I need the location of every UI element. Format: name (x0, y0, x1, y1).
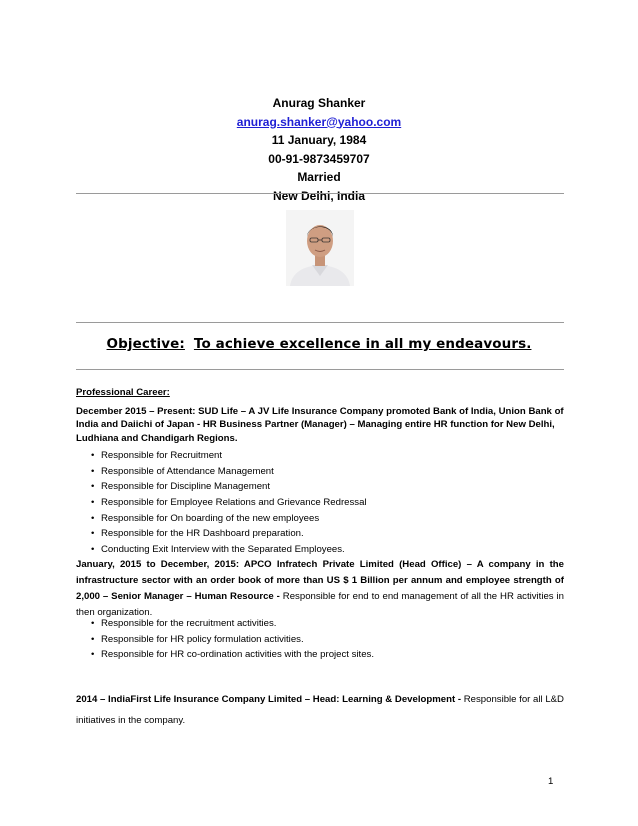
divider (76, 322, 564, 323)
list-item: • Responsible for Discipline Management (91, 481, 271, 493)
profile-photo (286, 210, 354, 286)
list-item: • Responsible for Employee Relations and Grievance Redressal (91, 497, 367, 509)
location: New Delhi, India (272, 188, 365, 203)
email-link[interactable]: anurag.shanker@yahoo.com (236, 114, 402, 129)
portrait-image (286, 210, 354, 286)
job-title: January, 2015 to December, 2015: APCO Infratech Private Limited (Head Office) – A company in the infrastructure sector with an order book of more than US $ 1 Billion per annum and employee strength of 2,000 – Senior Manager – Human Resource - (76, 559, 564, 602)
objective-text: To achieve excellence in all my endeavours. (193, 336, 532, 352)
list-item: • Responsible for HR policy formulation activities. (91, 633, 304, 645)
list-item: • Responsible for On boarding of the new employees (91, 512, 320, 524)
list-item: • Responsible for the recruitment activities. (91, 618, 277, 629)
marital-status: Married (297, 170, 341, 184)
job-responsibilities (76, 616, 564, 663)
job-title: December 2015 – Present: SUD Life – A JV Life Insurance Company promoted Bank of India, Union Bank of India and Daiichi of Japan - HR Business Partner (Manager) – Managing entire HR function for New Delhi, Ludhiana and Chandigarh Regions. (76, 406, 564, 444)
list-item: • Responsible for Recruitment (91, 450, 223, 461)
section-heading: Professional Career: (76, 387, 170, 398)
date-of-birth: 11 January, 1984 (271, 133, 367, 147)
phone-number: 00-91-9873459707 (268, 151, 370, 166)
contact-header (0, 94, 638, 205)
divider (76, 369, 564, 370)
list-item: • Conducting Exit Interview with the Separated Employees. (91, 544, 345, 556)
job-title: 2014 – IndiaFirst Life Insurance Company Limited – Head: Learning & Development - (76, 694, 462, 705)
list-item: • Responsible for the HR Dashboard preparation. (91, 528, 304, 540)
job-summary: Responsible for all L&D initiatives in the company. (76, 694, 564, 726)
objective-line (0, 336, 638, 352)
page-number: 1 (548, 776, 554, 787)
list-item: • Responsible of Attendance Management (91, 465, 274, 477)
job-responsibilities (76, 448, 564, 558)
job-description (76, 689, 564, 731)
candidate-name: Anurag Shanker (272, 96, 366, 110)
job-description (76, 557, 564, 621)
job-summary: Responsible for end to end management of all the HR activities in then organization. (76, 591, 564, 618)
objective-label: Objective: (106, 336, 185, 352)
divider (76, 193, 564, 194)
list-item: • Responsible for HR co-ordination activities with the project sites. (91, 649, 375, 661)
